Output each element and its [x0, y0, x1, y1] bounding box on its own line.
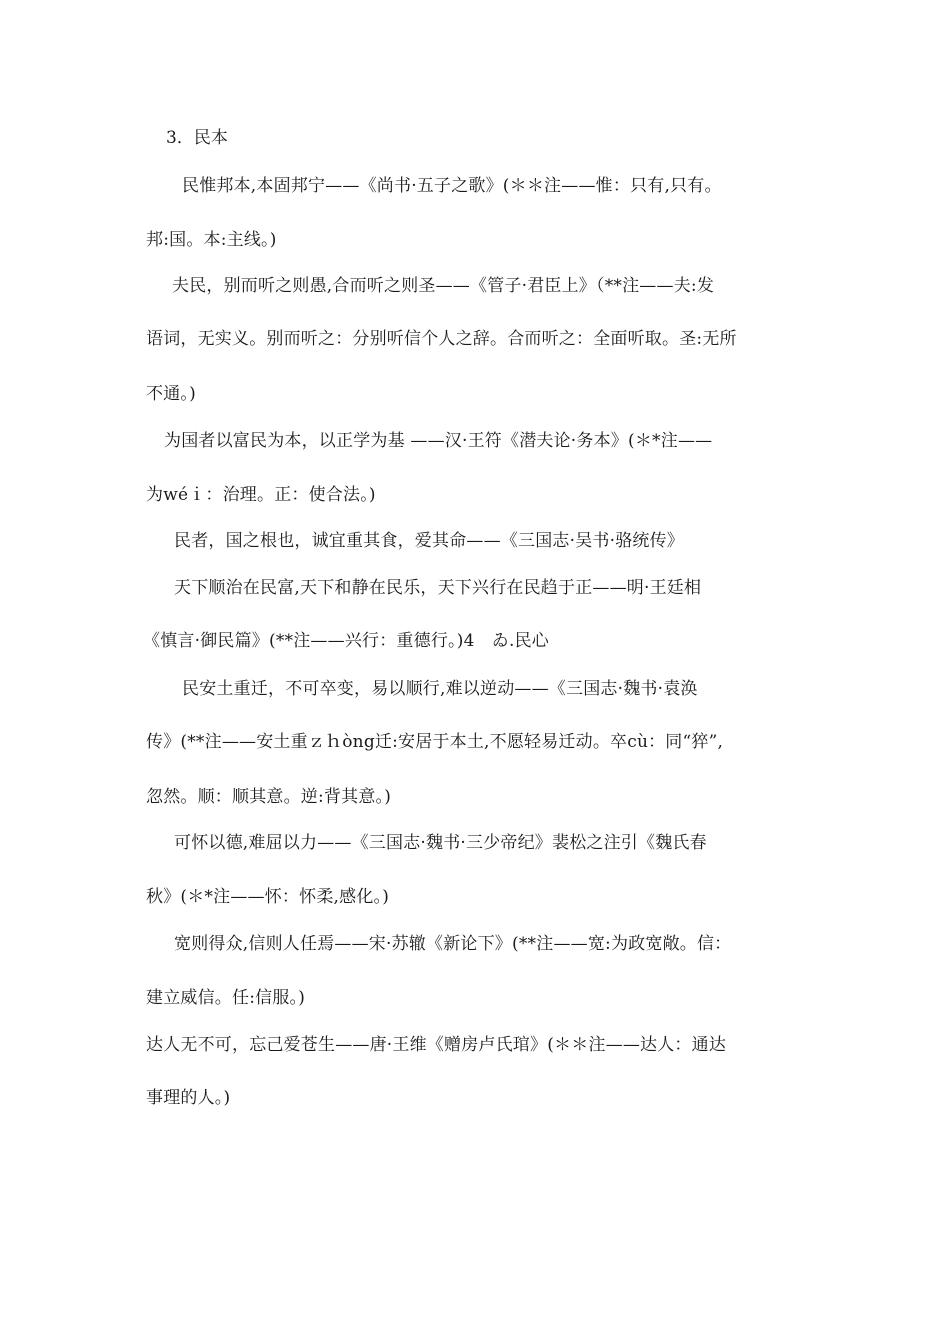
text-line: 夫民，别而听之则愚,合而听之则圣——《管子·君臣上》（**注——夫:发: [172, 276, 715, 296]
text-line: 民安土重迁，不可卒变，易以顺行,难以逆动——《三国志·魏书·袁涣: [182, 679, 698, 699]
text-line: 民惟邦本,本固邦宁——《尚书·五子之歌》(＊＊注——惟：只有,只有。: [182, 176, 722, 196]
section-heading: 3．民本: [166, 128, 228, 148]
text-line: 民者，国之根也，诚宜重其食，爱其命——《三国志·吴书·骆统传》: [174, 531, 685, 551]
text-line: 达人无不可，忘己爱苍生——唐·王维《赠房卢氏琯》(＊＊注——达人：通达: [146, 1035, 727, 1055]
text-line: 为国者以富民为本，以正学为基 ——汉·王符《潜夫论·务本》(＊*注——: [164, 431, 713, 451]
text-line: 忽然。顺：顺其意。逆:背其意。): [146, 787, 392, 807]
text-line: 传》(**注——安土重ｚｈòng迁:安居于本土,不愿轻易迁动。卒cù：同“猝”,: [146, 732, 724, 752]
text-line: 《慎言·御民篇》(**注——兴行：重德行。)4 ゐ.民心: [143, 631, 549, 651]
text-line: 为wéｉ：治理。正：使合法。): [146, 485, 376, 505]
text-line: 语词，无实义。别而听之：分别听信个人之辞。合而听之：全面听取。圣:无所: [146, 329, 737, 349]
text-line: 不通。): [146, 384, 196, 404]
text-line: 事理的人。): [146, 1088, 231, 1108]
text-line: 邦:国。本:主线。): [146, 230, 277, 250]
text-line: 建立威信。任:信服。): [146, 988, 306, 1008]
text-line: 可怀以德,难屈以力——《三国志·魏书·三少帝纪》裴松之注引《魏氏春: [174, 833, 707, 853]
text-line: 秋》(＊*注——怀：怀柔,感化。): [146, 887, 390, 907]
text-line: 宽则得众,信则人任焉——宋·苏辙《新论下》(**注——宽:为政宽敞。信：: [174, 934, 732, 954]
text-line: 天下顺治在民富,天下和静在民乐，天下兴行在民趋于正——明·王廷相: [174, 578, 702, 598]
